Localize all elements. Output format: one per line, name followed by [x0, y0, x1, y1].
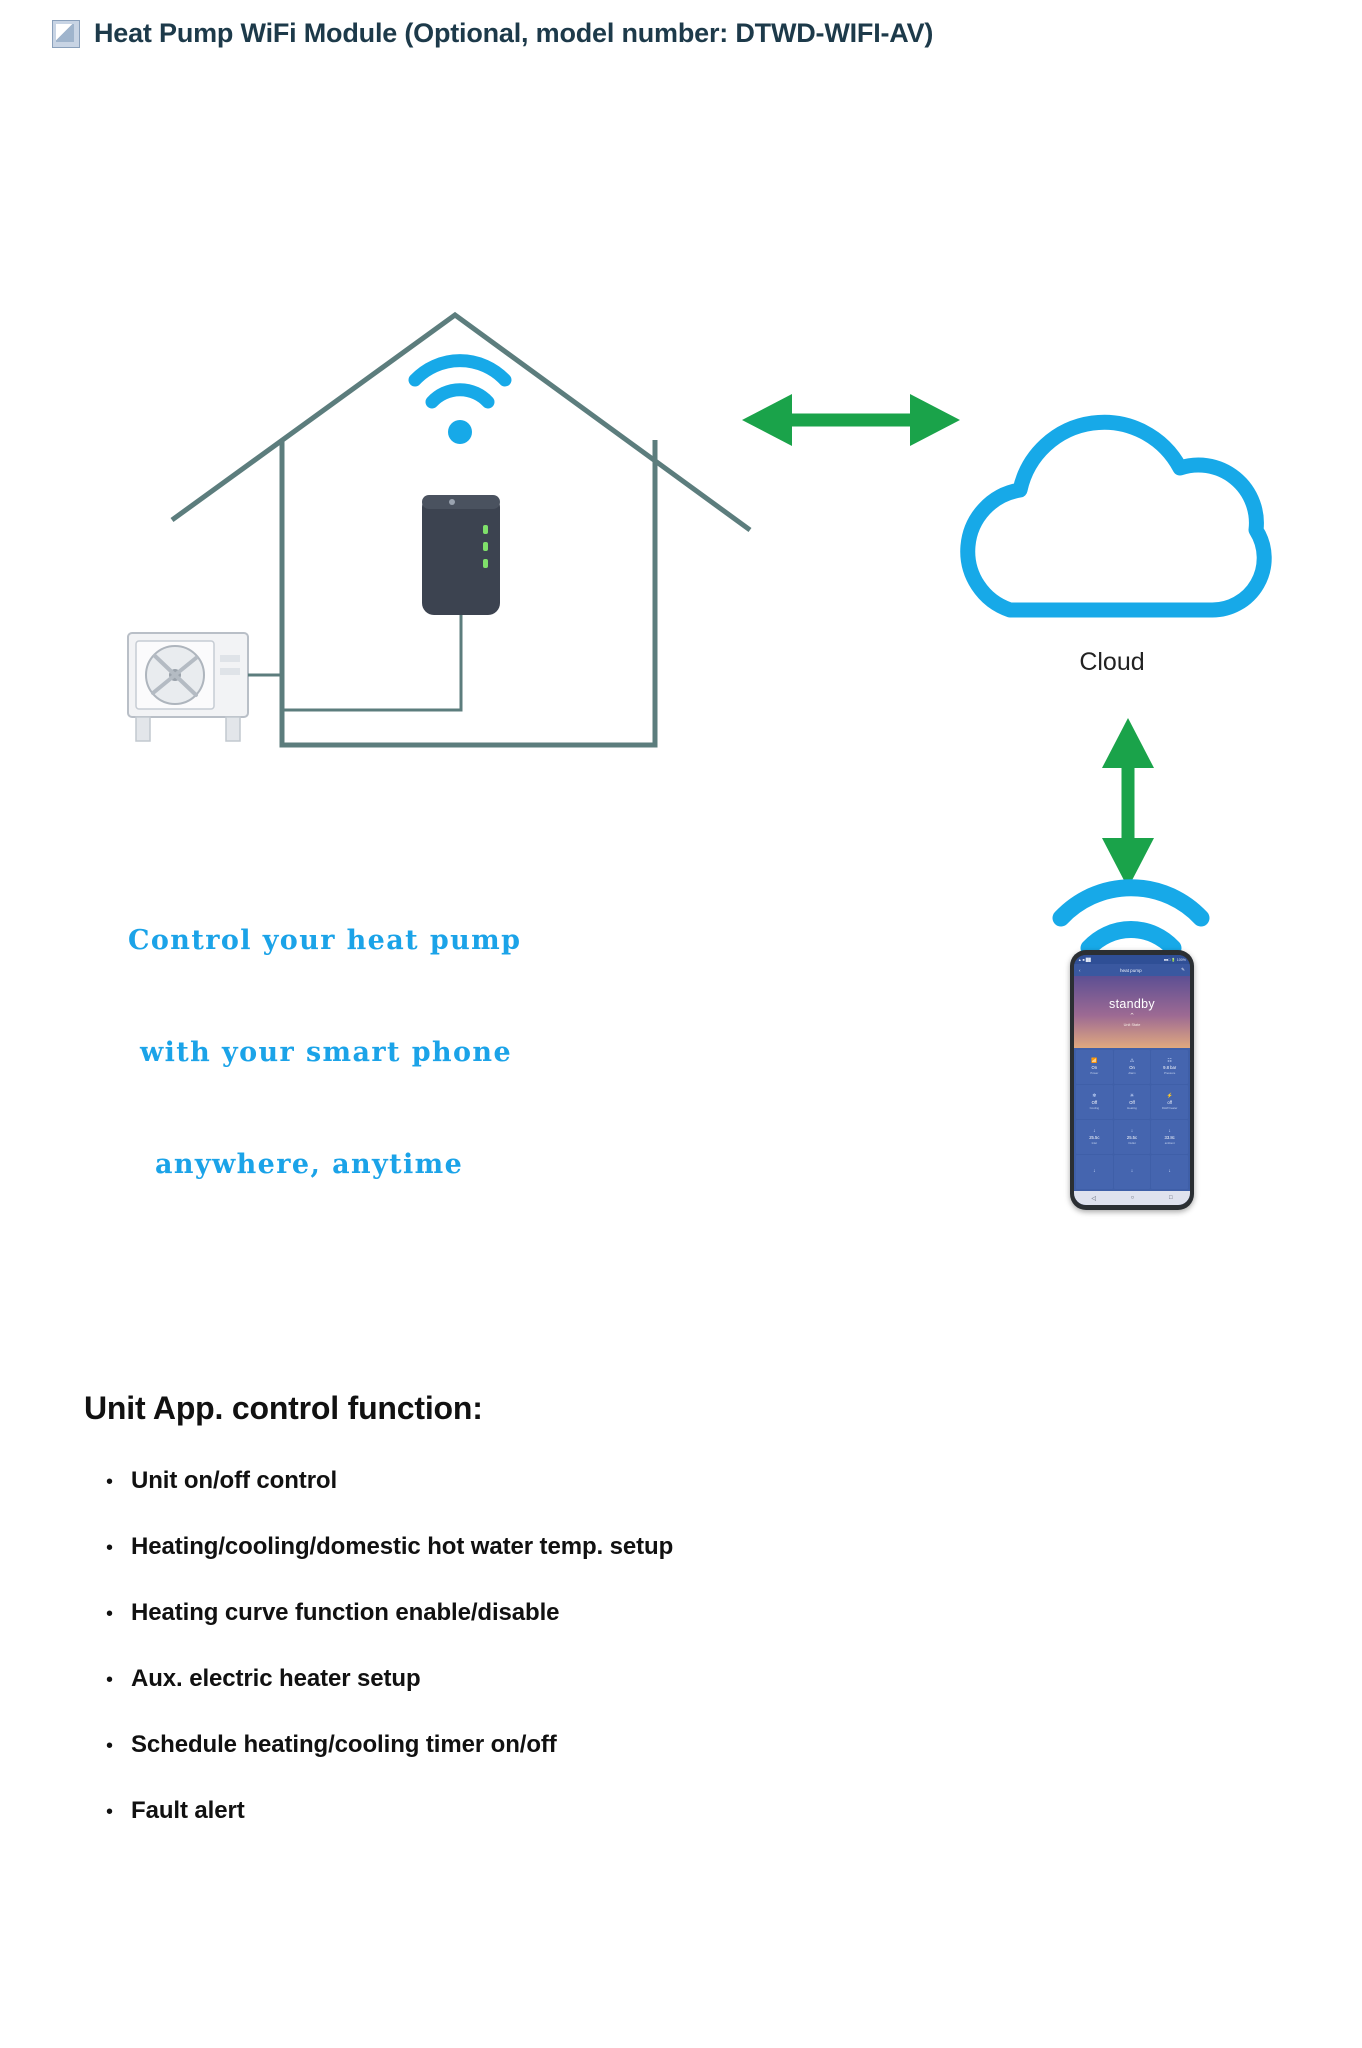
tile-icon: ↓	[1093, 1128, 1096, 1134]
wifi-signal-icon	[415, 361, 505, 444]
nav-recents-icon[interactable]: □	[1169, 1195, 1173, 1201]
status-left: ▲ ■ ██	[1078, 957, 1091, 962]
cloud-icon	[968, 422, 1264, 610]
bullet-icon: •	[106, 1801, 114, 1823]
tile-value: Off	[1091, 1100, 1098, 1105]
status-tile[interactable]	[1151, 1120, 1188, 1154]
tile-icon: ☷	[1167, 1058, 1172, 1064]
nav-home-icon[interactable]: ○	[1130, 1195, 1135, 1201]
list-item	[84, 1665, 1234, 1693]
status-tile[interactable]	[1076, 1155, 1113, 1189]
phone-nav-bar	[1074, 1191, 1190, 1205]
status-tile[interactable]	[1114, 1120, 1151, 1154]
list-item-label: Aux. electric heater setup	[131, 1665, 421, 1692]
list-item	[84, 1467, 1234, 1495]
tile-icon: ☀	[1129, 1093, 1135, 1099]
status-tile[interactable]	[1114, 1155, 1151, 1189]
functions-section	[84, 1390, 1234, 1863]
list-item	[84, 1599, 1234, 1627]
tile-label: Inlet	[1091, 1141, 1097, 1145]
tile-icon: ↓	[1168, 1167, 1171, 1174]
cloud-label: Cloud	[1079, 648, 1145, 676]
bullet-icon: •	[106, 1735, 114, 1757]
unit-state-label: Unit State	[1123, 1023, 1141, 1027]
list-item	[84, 1731, 1234, 1759]
list-item-label: Schedule heating/cooling timer on/off	[131, 1731, 557, 1758]
tile-icon: 📶	[1091, 1058, 1098, 1064]
tile-label: Alarm	[1128, 1071, 1136, 1075]
app-title-bar	[1074, 964, 1190, 976]
status-right: ■■□ 🔋 100%	[1163, 957, 1186, 962]
tile-value: 25.5c	[1126, 1135, 1138, 1140]
slogan-line-1: Control your heat pump	[128, 925, 522, 956]
list-item	[84, 1797, 1234, 1825]
status-tile[interactable]	[1114, 1085, 1151, 1119]
slogan-line-3: anywhere, anytime	[155, 1149, 464, 1180]
heat-pump-outdoor-unit-icon	[128, 633, 461, 745]
tile-value: 33.8c	[1164, 1135, 1175, 1140]
tile-value: 9.8 bar	[1163, 1065, 1177, 1070]
status-tile[interactable]	[1151, 1155, 1188, 1189]
slogan-line-2: with your smart phone	[140, 1037, 513, 1068]
tile-icon: ↓	[1130, 1128, 1134, 1134]
tile-label: Pressure	[1164, 1071, 1176, 1075]
tile-icon: ⚡	[1166, 1093, 1173, 1099]
tile-icon: ❄	[1092, 1093, 1097, 1099]
app-title: heat pump	[1119, 967, 1142, 973]
phone-status-bar	[1074, 955, 1190, 964]
tile-icon: ↓	[1168, 1128, 1171, 1134]
status-tile[interactable]	[1151, 1050, 1188, 1084]
smartphone-mockup	[1070, 950, 1194, 1210]
double-arrow-horizontal-icon	[742, 394, 960, 446]
tile-icon: ↓	[1130, 1167, 1134, 1174]
tile-value: 25.5c	[1089, 1135, 1100, 1140]
tile-label: Outlet	[1128, 1141, 1136, 1145]
back-arrow-icon[interactable]: ‹	[1079, 967, 1081, 973]
page-header	[52, 18, 933, 49]
water-tank-icon	[422, 495, 500, 675]
status-tile[interactable]	[1114, 1050, 1151, 1084]
list-item-label: Heating/cooling/domestic hot water temp. setup	[131, 1533, 674, 1560]
tile-value: Off	[1129, 1100, 1135, 1105]
unit-state-value: standby	[1109, 997, 1155, 1011]
tile-label: ambient	[1164, 1141, 1175, 1145]
list-item-label: Unit on/off control	[131, 1467, 338, 1494]
double-arrow-vertical-icon	[1102, 718, 1154, 888]
edit-pencil-icon[interactable]: ✎	[1181, 967, 1185, 972]
tile-value: off	[1167, 1100, 1172, 1105]
status-tile[interactable]	[1151, 1085, 1188, 1119]
tile-icon: ⚠	[1129, 1058, 1135, 1064]
tile-label: Cooling	[1089, 1106, 1100, 1110]
page-title: Heat Pump WiFi Module (Optional, model number: DTWD-WIFI-AV)	[94, 18, 934, 48]
bullet-icon: •	[106, 1471, 114, 1493]
nav-back-icon[interactable]: ◁	[1091, 1195, 1096, 1202]
unit-state-hero	[1074, 976, 1190, 1048]
tile-label: Power	[1090, 1071, 1099, 1075]
bullet-icon: •	[106, 1537, 114, 1559]
status-tile[interactable]	[1076, 1120, 1113, 1154]
tile-value: On	[1091, 1065, 1098, 1070]
tile-icon: ↓	[1093, 1167, 1096, 1174]
chevron-up-icon[interactable]: ⌃	[1129, 1013, 1135, 1020]
tile-value: On	[1129, 1065, 1135, 1070]
tile-label: DHW heater	[1161, 1106, 1178, 1110]
list-item-label: Heating curve function enable/disable	[131, 1599, 560, 1626]
bullet-icon: •	[106, 1669, 114, 1691]
status-tile[interactable]	[1076, 1085, 1113, 1119]
list-item-label: Fault alert	[131, 1797, 245, 1824]
tile-label: Heating	[1127, 1106, 1137, 1110]
phone-screen	[1074, 955, 1190, 1205]
list-item	[84, 1533, 1234, 1561]
status-tile[interactable]	[1076, 1050, 1113, 1084]
bullet-icon: •	[106, 1603, 114, 1625]
image-placeholder-icon	[52, 20, 80, 48]
functions-title: Unit App. control function:	[84, 1390, 483, 1426]
status-tile-grid	[1074, 1048, 1190, 1191]
